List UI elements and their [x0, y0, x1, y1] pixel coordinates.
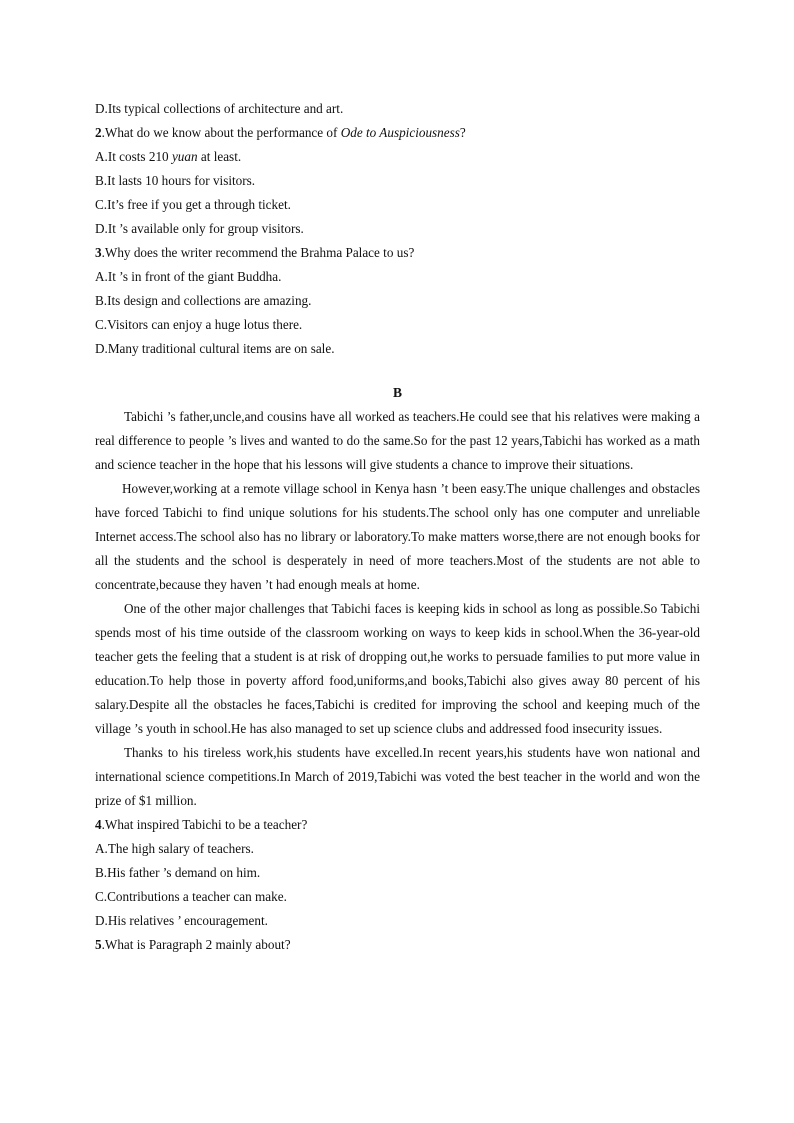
- q2-option-c: C.It’s free if you get a through ticket.: [95, 197, 291, 212]
- q2-option-b: B.It lasts 10 hours for visitors.: [95, 173, 256, 188]
- q4-stem: [95, 813, 700, 837]
- q5-number: 5: [95, 937, 102, 952]
- passage-paragraph-1: Tabichi ’s father,uncle,and cousins have all worked as teachers.He could see that his relatives were making a real difference to people ’s lives and wanted to do the same.So for the past 12 years,Tabichi has worked as a math and science teacher in the hope that his lessons will give students a chance to improve their situations.: [95, 409, 700, 472]
- q5-stem-text: .What is Paragraph 2 mainly about?: [101, 937, 291, 952]
- passage-paragraph-4: Thanks to his tireless work,his students have excelled.In recent years,his students have won national and international science competitions.In March of 2019,Tabichi was voted the best teacher in the world and won the prize of $1 million.: [95, 745, 700, 808]
- exam-page: [95, 97, 700, 957]
- q4-number: 4: [95, 817, 102, 832]
- q3-option-d: D.Many traditional cultural items are on sale.: [95, 341, 335, 356]
- passage-paragraph-3: One of the other major challenges that Tabichi faces is keeping kids in school as long as possible.So Tabichi spends most of his time outside of the classroom working on ways to keep kids in school.When the 36-year-old teacher gets the feeling that a student is at risk of dropping out,he works to persuade families to put more value in education.To help those in poverty afford food,uniforms,and books,Tabichi also gives away 80 percent of his salary.Despite all the obstacles he faces,Tabichi is credited for improving the school and keeping much of the village ’s youth in school.He has also managed to set up science clubs and addressed food insecurity issues.: [95, 601, 700, 736]
- q4-option-c: C.Contributions a teacher can make.: [95, 889, 287, 904]
- q5-stem: [95, 933, 700, 957]
- q2-stem: [95, 121, 700, 145]
- q3-option-c: C.Visitors can enjoy a huge lotus there.: [95, 317, 303, 332]
- q1-option-d: D.Its typical collections of architecture and art.: [95, 101, 344, 116]
- q3-stem-text: .Why does the writer recommend the Brahma Palace to us?: [101, 245, 415, 260]
- q2-stem-title: Ode to Auspiciousness: [340, 125, 460, 140]
- q2-stem-end: ?: [459, 125, 466, 140]
- q3-stem: [95, 241, 700, 265]
- section-b-title: B: [392, 385, 402, 400]
- q3-option-b: B.Its design and collections are amazing.: [95, 293, 312, 308]
- q3-number: 3: [95, 245, 102, 260]
- q2-number: 2: [95, 125, 102, 140]
- q2-stem-text: .What do we know about the performance of: [101, 125, 341, 140]
- q4-stem-text: .What inspired Tabichi to be a teacher?: [101, 817, 308, 832]
- q4-option-a: A.The high salary of teachers.: [95, 841, 254, 856]
- q2-option-a-unit: yuan: [171, 149, 198, 164]
- q4-option-d: D.His relatives ’ encouragement.: [95, 913, 268, 928]
- q4-option-b: B.His father ’s demand on him.: [95, 865, 261, 880]
- q3-option-a: A.It ’s in front of the giant Buddha.: [95, 269, 282, 284]
- q2-option-a: [95, 145, 700, 169]
- passage-paragraph-2: However,working at a remote village school in Kenya hasn ’t been easy.The unique challenges and obstacles have forced Tabichi to find unique solutions for his students.The school only has one computer and unreliable Internet access.The school also has no library or laboratory.To make matters worse,there are not enough books for all the students and the school is desperately in need of more teachers.Most of the students are not able to concentrate,because they haven ’t had enough meals at home.: [95, 481, 700, 592]
- q2-option-a-text: A.It costs 210: [95, 149, 172, 164]
- q2-option-d: D.It ’s available only for group visitors.: [95, 221, 304, 236]
- q2-option-a-end: at least.: [197, 149, 242, 164]
